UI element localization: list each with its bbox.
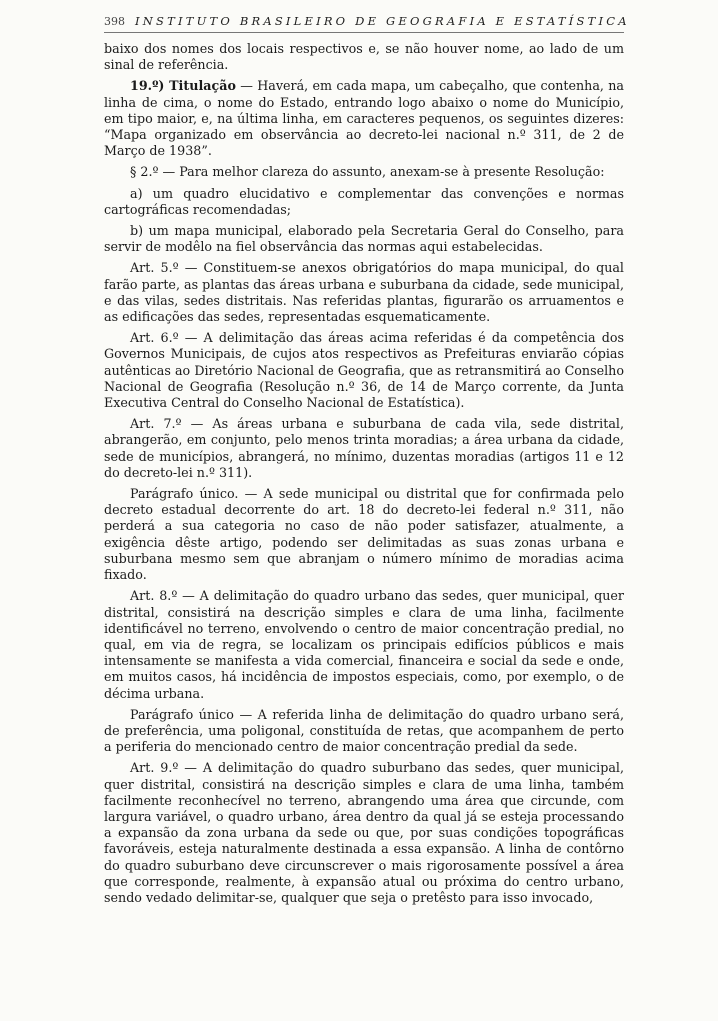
paragraph-art-7-sole: Parágrafo único. — A sede municipal ou distrital que for confirmada pelo decreto estadual decorrente do art. 18 do decreto-lei federal n.º 311, não perderá a sua categoria no caso de não poder satisfazer, atualmente, a exigência dêste artigo, podendo ser delimitadas as suas zonas urbana e suburbana mesmo sem que abranjam o número mínimo de moradias acima fixado.	[104, 486, 624, 583]
paragraph-item-19	[104, 78, 624, 159]
header-rule	[104, 32, 624, 33]
paragraph-item-b: b) um mapa municipal, elaborado pela Secretaria Geral do Conselho, para servir de modêlo na fiel observância das normas aqui estabelecidas.	[104, 223, 624, 255]
page-number: 398	[104, 15, 125, 28]
paragraph-art-6: Art. 6.º — A delimitação das áreas acima referidas é da competência dos Governos Municipais, de cujos atos respectivos as Prefeituras enviarão cópias autênticas ao Diretório Nacional de Geografia, que as retransmitirá ao Conselho Nacional de Geografia (Resolução n.º 36, de 14 de Março corrente, da Junta Executiva Central do Conselho Nacional de Estatística).	[104, 330, 624, 411]
running-title: INSTITUTO BRASILEIRO DE GEOGRAFIA E ESTATÍSTICA	[135, 14, 630, 28]
paragraph-lead: 19.º) Titulação	[130, 78, 236, 94]
document-page	[104, 14, 630, 911]
running-head	[104, 14, 630, 32]
paragraph-section-2: § 2.º — Para melhor clareza do assunto, anexam-se à presente Resolução:	[130, 164, 605, 180]
paragraph-art-8-sole: Parágrafo único — A referida linha de delimitação do quadro urbano será, de preferência, uma poligonal, constituída de retas, que acompanhem de perto a periferia do mencionado centro de maior concentração predial da sede.	[104, 706, 624, 755]
paragraph-art-8: Art. 8.º — A delimitação do quadro urbano das sedes, quer municipal, quer distrital, consistirá na descrição simples e clara de uma linha, facilmente identificável no terreno, envolvendo o centro de maior concentração predial, no qual, em via de regra, se localizam os principais edifícios públicos e mais intensamente se manifesta a vida comercial, financeira e social da sede e onde, em muitos casos, há incidência de impostos especiais, como, por exemplo, o de décima urbana.	[104, 588, 624, 701]
body-text	[104, 41, 624, 906]
paragraph-body: — Haverá, em cada mapa, um cabeçalho, que contenha, na linha de cima, o nome do Estado, entrando logo abaixo o nome do Município, em tipo maior, e, na última linha, em caracteres pequenos, os seguintes dizeres: “Mapa organizado em observância ao decreto-lei nacional n.º 311, de 2 de Março de 1938”.	[104, 78, 624, 159]
paragraph-item-a: a) um quadro elucidativo e complementar das convenções e normas cartográficas recomendadas;	[104, 185, 624, 217]
paragraph-art-5: Art. 5.º — Constituem-se anexos obrigatórios do mapa municipal, do qual farão parte, as plantas das áreas urbana e suburbana da cidade, sede municipal, e das vilas, sedes distritais. Nas referidas plantas, figurarão os arruamentos e as edificações das sedes, representadas esquematicamente.	[104, 260, 624, 325]
paragraph-art-9: Art. 9.º — A delimitação do quadro suburbano das sedes, quer municipal, quer distrital, consistirá na descrição simples e clara de uma linha, também facilmente reconhecível no terreno, abrangendo uma área que circunde, com largura variável, o quadro urbano, área dentro da qual já se esteja processando a expansão da zona urbana da sede ou que, por suas condições topográficas favoráveis, esteja naturalmente destinada a essa expansão. A linha de contôrno do quadro suburbano deve circunscrever o mais rigorosamente possível a área que corresponde, realmente, à expansão atual ou próxima do centro urbano, sendo vedado delimitar-se, qualquer que seja o pretêsto para isso invocado,	[104, 760, 624, 905]
paragraph-continuation: baixo dos nomes dos locais respectivos e, se não houver nome, ao lado de um sinal de referência.	[104, 41, 624, 73]
paragraph-art-7: Art. 7.º — As áreas urbana e suburbana de cada vila, sede distrital, abrangerão, em conjunto, pelo menos trinta moradias; a área urbana da cidade, sede de municípios, abrangerá, no mínimo, duzentas moradias (artigos 11 e 12 do decreto-lei n.º 311).	[104, 416, 624, 480]
